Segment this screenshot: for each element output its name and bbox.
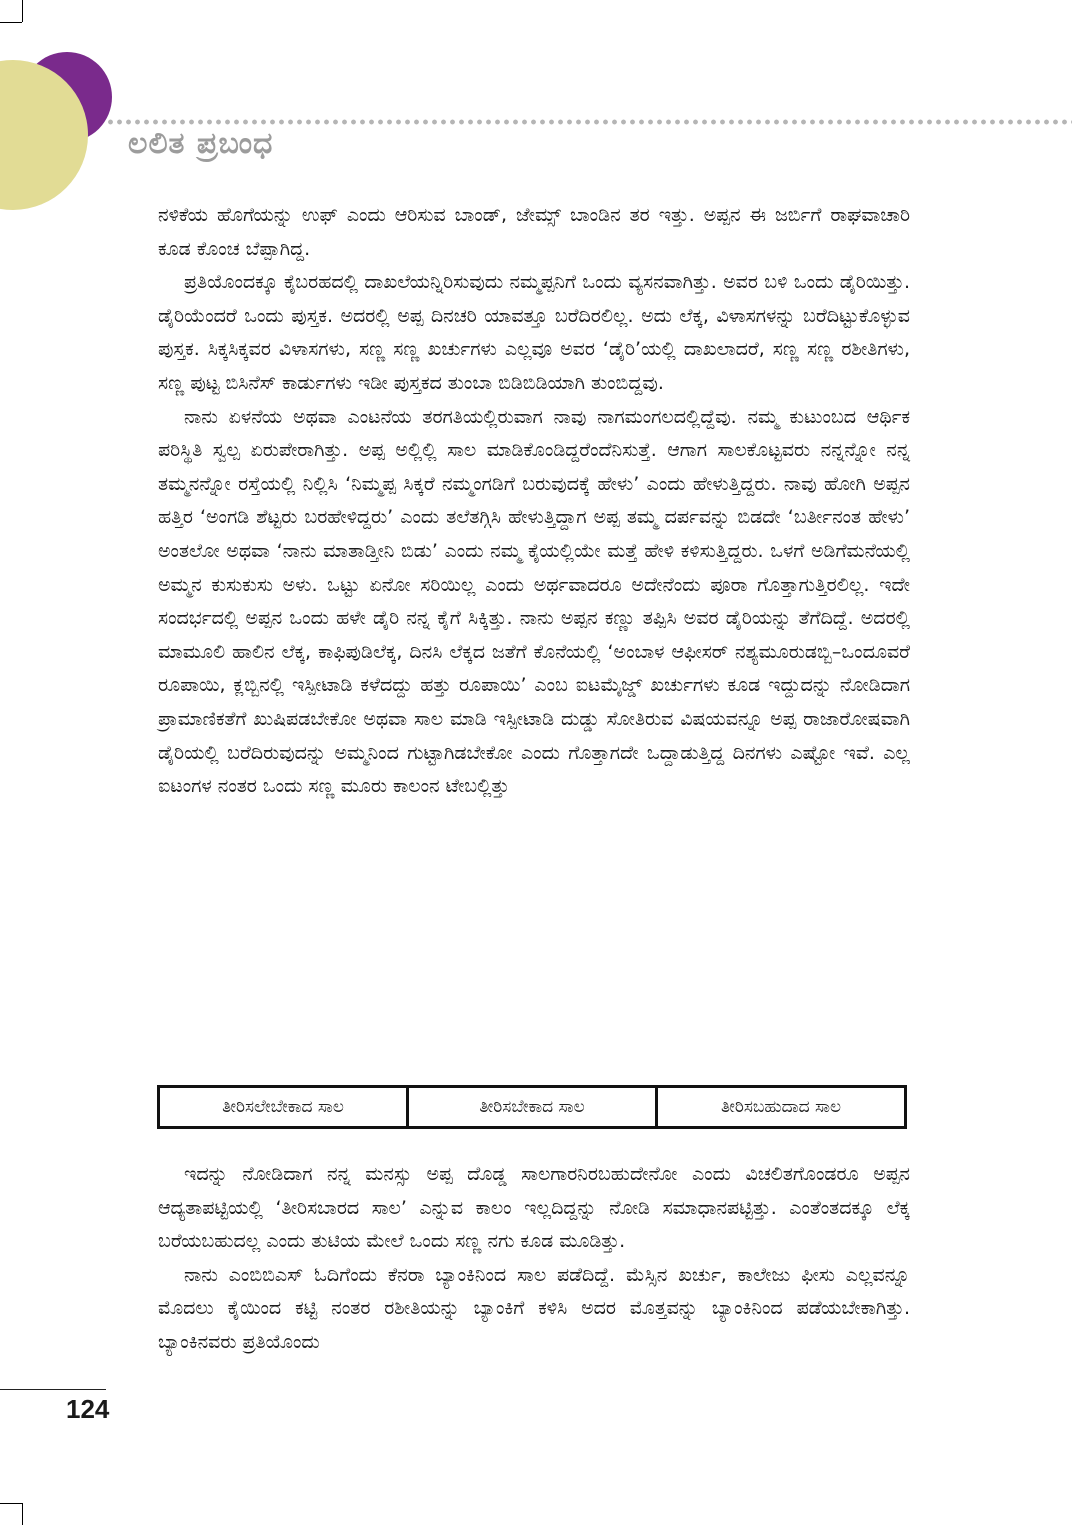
table-header-cell: ತೀರಿಸಬಹುದಾದ ಸಾಲ — [720, 1097, 842, 1117]
paragraph: ಇದನ್ನು ನೋಡಿದಾಗ ನನ್ನ ಮನಸ್ಸು ಅಪ್ಪ ದೊಡ್ಡ ಸಾಲಗಾರನಿರಬಹುದೇನೋ ಎಂದು ವಿಚಲಿತಗೊಂಡರೂ ಅಪ್ಪನ ಆದ್ಯತಾಪಟ್ಟಿಯಲ್ಲಿ ‘ತೀರಿಸಬಾರದ ಸಾಲ’ ಎನ್ನುವ ಕಾಲಂ ಇಲ್ಲದಿದ್ದನ್ನು ನೋಡಿ ಸಮಾಧಾನಪಟ್ಟಿತ್ತು. ಎಂತೆಂತದಕ್ಕೂ ಲೆಕ್ಕ ಬರೆಯಬಹುದಲ್ಲ ಎಂದು ತುಟಿಯ ಮೇಲೆ ಒಂದು ಸಣ್ಣ ನಗು ಕೂಡ ಮೂಡಿತ್ತು. — [158, 1163, 910, 1253]
table-header-cell: ತೀರಿಸಬೇಕಾದ ಸಾಲ — [408, 1087, 657, 1128]
crop-mark-bottom-h — [0, 1503, 22, 1504]
table-header-row — [159, 1087, 906, 1128]
crop-mark-top — [22, 0, 23, 22]
body-text-top — [158, 199, 910, 804]
crop-mark-bottom — [22, 1503, 23, 1525]
loan-category-table — [157, 1085, 907, 1129]
paragraph: ಪ್ರತಿಯೊಂದಕ್ಕೂ ಕೈಬರಹದಲ್ಲಿ ದಾಖಲೆಯನ್ನಿರಿಸುವುದು ನಮ್ಮಪ್ಪನಿಗೆ ಒಂದು ವ್ಯಸನವಾಗಿತ್ತು. ಅವರ ಬಳಿ ಒಂದು ಡೈರಿಯಿತ್ತು. ಡೈರಿಯೆಂದರೆ ಒಂದು ಪುಸ್ತಕ. ಅದರಲ್ಲಿ ಅಪ್ಪ ದಿನಚರಿ ಯಾವತ್ತೂ ಬರೆದಿರಲಿಲ್ಲ. ಅದು ಲೆಕ್ಕ, ವಿಳಾಸಗಳನ್ನು ಬರೆದಿಟ್ಟುಕೊಳ್ಳುವ ಪುಸ್ತಕ. ಸಿಕ್ಕಸಿಕ್ಕವರ ವಿಳಾಸಗಳು, ಸಣ್ಣ ಸಣ್ಣ ಖರ್ಚುಗಳು ಎಲ್ಲವೂ ಅವರ ‘ಡೈರಿ’ಯಲ್ಲಿ ದಾಖಲಾದರೆ, ಸಣ್ಣ ಸಣ್ಣ ರಶೀತಿಗಳು, ಸಣ್ಣ ಪುಟ್ಟ ಬಿಸಿನೆಸ್ ಕಾರ್ಡುಗಳು ಇಡೀ ಪುಸ್ತಕದ ತುಂಬಾ ಬಿಡಿಬಿಡಿಯಾಗಿ ತುಂಬಿದ್ದವು. — [158, 271, 910, 394]
body-text-bottom — [158, 1158, 910, 1360]
table-header-cell: ತೀರಿಸಲೇಬೇಕಾದ ಸಾಲ — [159, 1087, 408, 1128]
section-title: ಲಲಿತ ಪ್ರಬಂಧ — [128, 126, 274, 161]
dotted-rule — [106, 118, 1072, 126]
paragraph: ನಾನು ಏಳನೆಯ ಅಥವಾ ಎಂಟನೆಯ ತರಗತಿಯಲ್ಲಿರುವಾಗ ನಾವು ನಾಗಮಂಗಲದಲ್ಲಿದ್ದೆವು. ನಮ್ಮ ಕುಟುಂಬದ ಆರ್ಥಿಕ ಪರಿಸ್ಥಿತಿ ಸ್ವಲ್ಪ ಏರುಪೇರಾಗಿತ್ತು. ಅಪ್ಪ ಅಲ್ಲಿಲ್ಲಿ ಸಾಲ ಮಾಡಿಕೊಂಡಿದ್ದರೆಂದೆನಿಸುತ್ತೆ. ಆಗಾಗ ಸಾಲಕೊಟ್ಟವರು ನನ್ನನ್ನೋ ನನ್ನ ತಮ್ಮನನ್ನೋ ರಸ್ತೆಯಲ್ಲಿ ನಿಲ್ಲಿಸಿ ‘ನಿಮ್ಮಪ್ಪ ಸಿಕ್ಕರೆ ನಮ್ಮಂಗಡಿಗೆ ಬರುವುದಕ್ಕೆ ಹೇಳು’ ಎಂದು ಹೇಳುತ್ತಿದ್ದರು. ನಾವು ಹೋಗಿ ಅಪ್ಪನ ಹತ್ತಿರ ‘ಅಂಗಡಿ ಶೆಟ್ಟರು ಬರಹೇಳಿದ್ದರು’ ಎಂದು ತಲೆತಗ್ಗಿಸಿ ಹೇಳುತ್ತಿದ್ದಾಗ ಅಪ್ಪ ತಮ್ಮ ದರ್ಪವನ್ನು ಬಿಡದೇ ‘ಬರ್ತೀನಂತ ಹೇಳು’ ಅಂತಲೋ ಅಥವಾ ‘ನಾನು ಮಾತಾಡ್ತೀನಿ ಬಿಡು’ ಎಂದು ನಮ್ಮ ಕೈಯಲ್ಲಿಯೇ ಮತ್ತೆ ಹೇಳಿ ಕಳಿಸುತ್ತಿದ್ದರು. ಒಳಗೆ ಅಡಿಗೆಮನೆಯಲ್ಲಿ ಅಮ್ಮನ ಕುಸುಕುಸು ಅಳು. ಒಟ್ಟು ಏನೋ ಸರಿಯಿಲ್ಲ ಎಂದು ಅರ್ಥವಾದರೂ ಅದೇನೆಂದು ಪೂರಾ ಗೊತ್ತಾಗುತ್ತಿರಲಿಲ್ಲ. ಇದೇ ಸಂದರ್ಭದಲ್ಲಿ ಅಪ್ಪನ ಒಂದು ಹಳೇ ಡೈರಿ ನನ್ನ ಕೈಗೆ ಸಿಕ್ಕಿತ್ತು. ನಾನು ಅಪ್ಪನ ಕಣ್ಣು ತಪ್ಪಿಸಿ ಅವರ ಡೈರಿಯನ್ನು ತೆಗೆದಿದ್ದೆ. ಅದರಲ್ಲಿ ಮಾಮೂಲಿ ಹಾಲಿನ ಲೆಕ್ಕ, ಕಾಫಿಪುಡಿಲೆಕ್ಕ, ದಿನಸಿ ಲೆಕ್ಕದ ಜತೆಗೆ ಕೊನೆಯಲ್ಲಿ ‘ಅಂಬಾಳ ಆಫೀಸರ್ ನಶ್ಯಮೂರುಡಬ್ಬಿ–ಒಂದೂವರೆ ರೂಪಾಯಿ, ಕ್ಲಬ್ಬಿನಲ್ಲಿ ಇಸ್ಪೀಟಾಡಿ ಕಳೆದದ್ದು ಹತ್ತು ರೂಪಾಯಿ’ ಎಂಬ ಐಟಮೈಜ್ಡ್ ಖರ್ಚುಗಳು ಕೂಡ ಇದ್ದುದನ್ನು ನೋಡಿದಾಗ ಪ್ರಾಮಾಣಿಕತೆಗೆ ಖುಷಿಪಡಬೇಕೋ ಅಥವಾ ಸಾಲ ಮಾಡಿ ಇಸ್ಪೀಟಾಡಿ ದುಡ್ಡು ಸೋತಿರುವ ವಿಷಯವನ್ನೂ ಅಪ್ಪ ರಾಜಾರೋಷವಾಗಿ ಡೈರಿಯಲ್ಲಿ ಬರೆದಿರುವುದನ್ನು ಅಮ್ಮನಿಂದ ಗುಟ್ಟಾಗಿಡಬೇಕೋ ಎಂದು ಗೊತ್ತಾಗದೇ ಒದ್ದಾಡುತ್ತಿದ್ದ ದಿನಗಳು ಎಷ್ಟೋ ಇವೆ. ಎಲ್ಲ ಐಟಂಗಳ ನಂತರ ಒಂದು ಸಣ್ಣ ಮೂರು ಕಾಲಂನ ಟೇಬಲ್ಲಿತ್ತು — [158, 405, 910, 798]
paragraph: ನಾನು ಎಂಬಿಬಿಎಸ್ ಓದಿಗೆಂದು ಕೆನರಾ ಬ್ಯಾಂಕಿನಿಂದ ಸಾಲ ಪಡೆದಿದ್ದೆ. ಮೆಸ್ಸಿನ ಖರ್ಚು, ಕಾಲೇಜು ಫೀಸು ಎಲ್ಲವನ್ನೂ ಮೊದಲು ಕೈಯಿಂದ ಕಟ್ಟಿ ನಂತರ ರಶೀತಿಯನ್ನು ಬ್ಯಾಂಕಿಗೆ ಕಳಿಸಿ ಅದರ ಮೊತ್ತವನ್ನು ಬ್ಯಾಂಕಿನಿಂದ ಪಡೆಯಬೇಕಾಗಿತ್ತು. ಬ್ಯಾಂಕಿನವರು ಪ್ರತಿಯೊಂದು — [158, 1263, 910, 1353]
footer-rule — [0, 1389, 106, 1390]
crop-mark-top-h — [0, 22, 22, 23]
paragraph: ನಳಿಕೆಯ ಹೊಗೆಯನ್ನು ಉಫ್ ಎಂದು ಆರಿಸುವ ಬಾಂಡ್, ಜೇಮ್ಸ್ ಬಾಂಡಿನ ತರ ಇತ್ತು. ಅಪ್ಪನ ಈ ಜರ್ಬಿಗೆ ರಾಘವಾಚಾರಿ ಕೂಡ ಕೊಂಚ ಬೆಪ್ಪಾಗಿದ್ದ. — [158, 204, 910, 260]
page-number: 124 — [66, 1394, 110, 1424]
